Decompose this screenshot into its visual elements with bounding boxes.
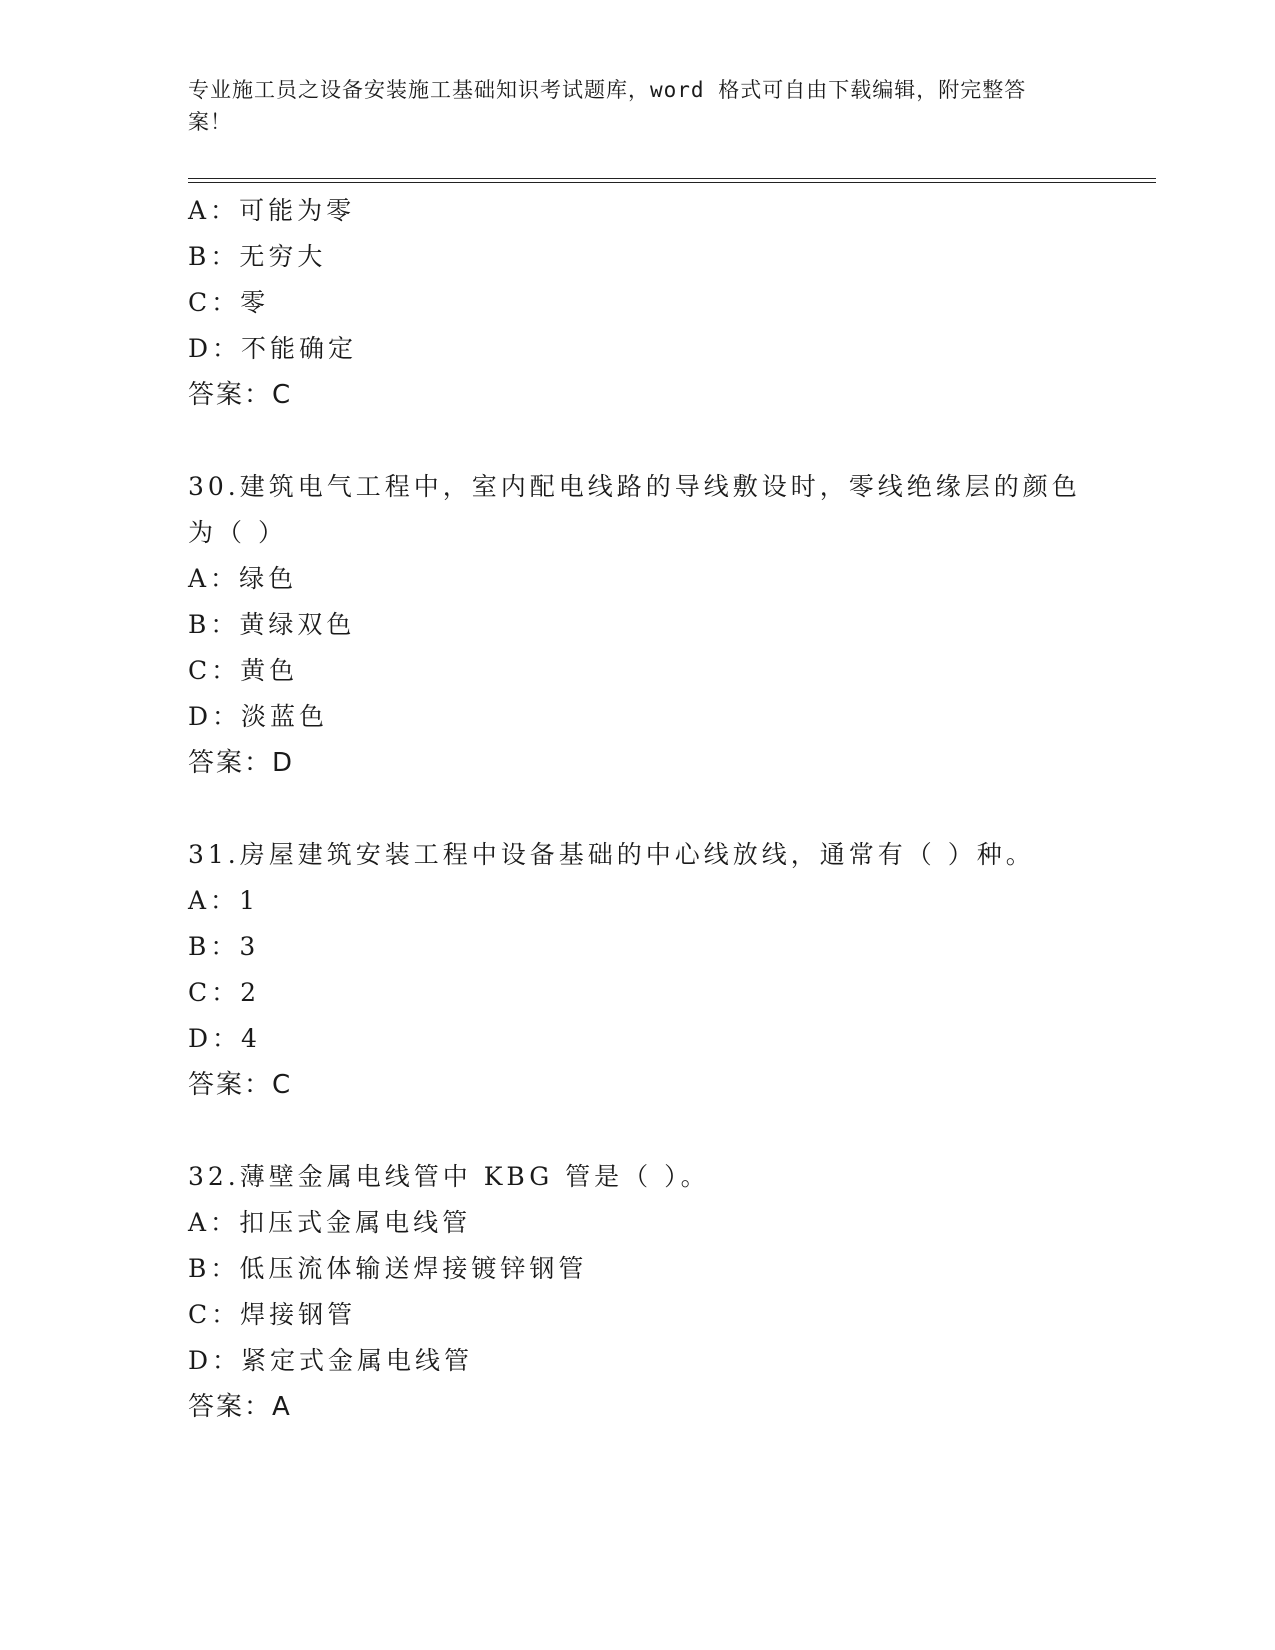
option-b	[188, 602, 1088, 648]
option-text: 绿色	[239, 564, 298, 593]
option-text: 可能为零	[239, 196, 356, 225]
option-key: D：	[188, 1346, 242, 1375]
option-text: 4	[241, 1024, 261, 1053]
option-text: 紧定式金属电线管	[241, 1346, 474, 1375]
option-key: B：	[188, 932, 240, 961]
spacer	[188, 1108, 1088, 1154]
option-text: 低压流体输送焊接镀锌钢管	[239, 1254, 588, 1283]
option-key: C：	[188, 1300, 241, 1329]
option-text: 淡蓝色	[241, 702, 329, 731]
document-header: 专业施工员之设备安装施工基础知识考试题库，word 格式可自由下载编辑，附完整答案！	[188, 78, 1027, 134]
question-block	[188, 1154, 1088, 1430]
answer-line: 答案：C	[188, 380, 293, 410]
option-b	[188, 234, 1088, 280]
option-key: B：	[188, 242, 240, 271]
answer-line: 答案：A	[188, 1392, 292, 1422]
option-text: 3	[239, 932, 260, 961]
option-a	[188, 878, 1088, 924]
option-text: 无穷大	[239, 242, 327, 271]
option-key: B：	[188, 1254, 240, 1283]
question-block	[188, 464, 1088, 786]
option-c	[188, 1292, 1088, 1338]
option-text: 2	[240, 978, 261, 1007]
option-d	[188, 1338, 1088, 1384]
question-stem: 30.建筑电气工程中，室内配电线路的导线敷设时，零线绝缘层的颜色	[188, 472, 1081, 501]
answer-line: 答案：C	[188, 1070, 293, 1100]
option-key: B：	[188, 610, 240, 639]
option-a	[188, 1200, 1088, 1246]
option-text: 焊接钢管	[240, 1300, 357, 1329]
question-block	[188, 832, 1088, 1108]
option-d	[188, 1016, 1088, 1062]
option-d	[188, 326, 1088, 372]
question-stem-continued: 为（ ）	[188, 518, 287, 547]
option-key: C：	[188, 656, 241, 685]
answer-line: 答案：D	[188, 748, 295, 778]
option-text: 黄色	[240, 656, 299, 685]
option-b	[188, 1246, 1088, 1292]
option-text: 黄绿双色	[239, 610, 356, 639]
option-key: A：	[188, 196, 240, 225]
header-divider	[188, 178, 1156, 183]
option-text: 不能确定	[241, 334, 358, 363]
option-b	[188, 924, 1088, 970]
spacer	[188, 418, 1088, 464]
option-a	[188, 556, 1088, 602]
spacer	[188, 786, 1088, 832]
option-c	[188, 970, 1088, 1016]
option-key: A：	[188, 1208, 240, 1237]
option-key: A：	[188, 886, 240, 915]
option-c	[188, 280, 1088, 326]
option-a	[188, 188, 1088, 234]
question-stem: 31.房屋建筑安装工程中设备基础的中心线放线，通常有（ ）种。	[188, 840, 1035, 869]
question-block	[188, 188, 1088, 418]
option-text: 扣压式金属电线管	[239, 1208, 472, 1237]
option-key: D：	[188, 334, 242, 363]
option-text: 零	[240, 288, 270, 317]
option-c	[188, 648, 1088, 694]
question-stem: 32.薄壁金属电线管中 KBG 管是（ ）。	[188, 1162, 710, 1191]
option-key: C：	[188, 288, 241, 317]
option-key: D：	[188, 1024, 242, 1053]
option-key: A：	[188, 564, 240, 593]
option-key: D：	[188, 702, 242, 731]
option-text: 1	[239, 886, 259, 915]
question-list	[188, 188, 1088, 1430]
option-key: C：	[188, 978, 241, 1007]
option-d	[188, 694, 1088, 740]
